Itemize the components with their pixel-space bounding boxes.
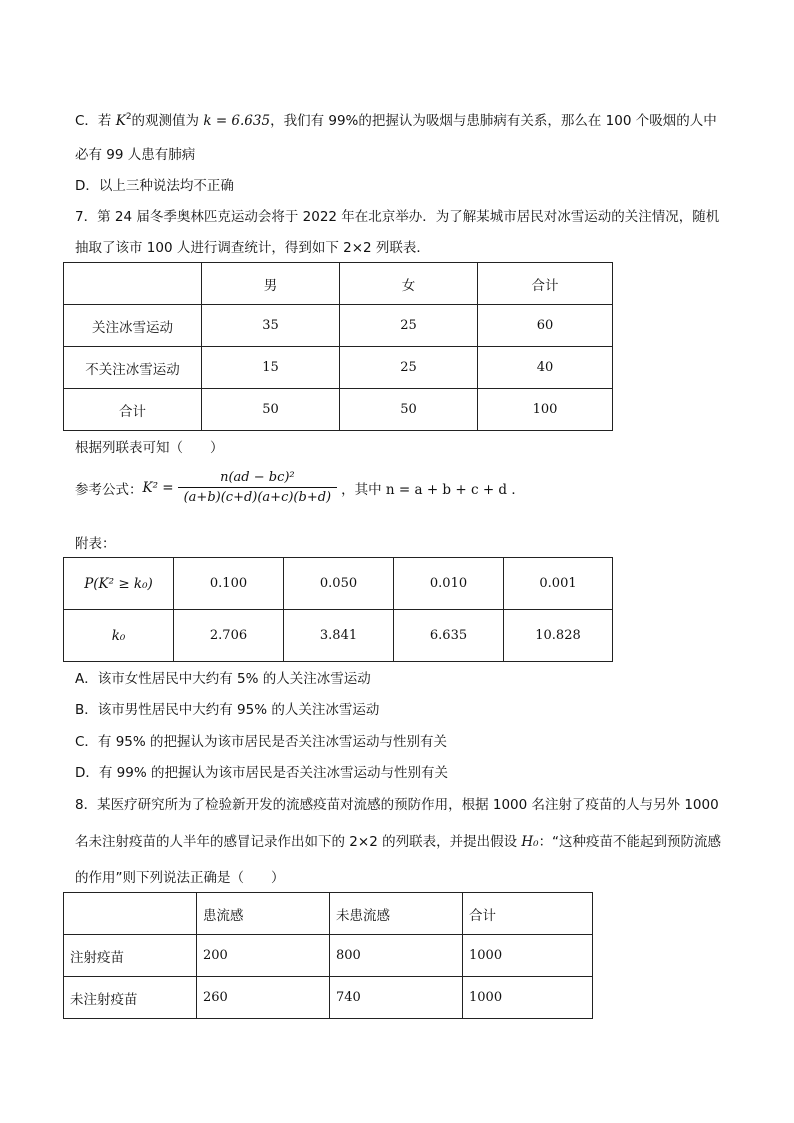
q8-line-3: 的作用”则下列说法正确是（ ） [75,870,285,886]
formula-lhs: K² = [142,479,174,496]
table-cell: 合计 [478,263,613,305]
option-c-rest: ，我们有 99%的把握认为吸烟与患肺病有关系，那么在 100 个吸烟的人中 [270,113,717,129]
q7-line-2: 抽取了该市 100 人进行调查统计，得到如下 2×2 列联表． [75,240,430,256]
option-c-line-1 [75,107,717,131]
q7-option-b: B．该市男性居民中大约有 95% 的人关注冰雪运动 [75,702,380,718]
option-c-line-2: 必有 99 人患有肺病 [75,147,196,163]
table-cell: 60 [478,305,613,347]
k-value: k = 6.635 [203,113,271,129]
table-cell: 合计 [64,389,202,431]
table-cell: 未注射疫苗 [64,977,197,1019]
table-cell: 女 [340,263,478,305]
formula-tail: ，其中 n = a + b + c + d ． [341,481,525,498]
table-cell: 关注冰雪运动 [64,305,202,347]
q8-line-2-tail: ：“这种疫苗不能起到预防流感 [538,834,722,850]
formula-label: 参考公式： [75,481,143,498]
q8-line-2 [75,832,721,852]
q8-line-1: 8．某医疗研究所为了检验新开发的流感疫苗对流感的预防作用，根据 1000 名注射了疫苗的人与另外 1000 [75,797,719,813]
table-cell: 患流感 [197,893,330,935]
option-c-prefix: C．若 [75,113,116,129]
table-row [64,389,613,431]
table-header-row [64,263,613,305]
formula-fraction [178,470,338,505]
table-cell: 740 [330,977,463,1019]
q8-contingency-table [63,892,593,1019]
table-cell [64,263,202,305]
table-cell: 0.001 [504,558,613,610]
table-cell: 25 [340,347,478,389]
table-row [64,977,593,1019]
table-cell: 100 [478,389,613,431]
table-row [64,610,613,662]
table-cell: 50 [340,389,478,431]
table-cell: 未患流感 [330,893,463,935]
q7-line-1: 7．第 24 届冬季奥林匹克运动会将于 2022 年在北京举办．为了解某城市居民对冰雪运动的关注情况，随机 [75,209,720,225]
table-cell: 10.828 [504,610,613,662]
table-cell: 2.706 [174,610,284,662]
table-cell: k₀ [64,610,174,662]
table-row [64,558,613,610]
table-cell: 6.635 [394,610,504,662]
reference-formula [75,470,525,505]
table-cell: P(K² ≥ k₀) [64,558,174,610]
formula-denominator: (a+b)(c+d)(a+c)(b+d) [178,487,338,505]
table-cell: 40 [478,347,613,389]
q8-line-2-text: 名未注射疫苗的人半年的感冒记录作出如下的 2×2 的列联表，并提出假设 [75,834,522,850]
option-c-mid: 的观测值为 [131,113,204,129]
table-cell: 不关注冰雪运动 [64,347,202,389]
table-cell: 1000 [463,977,593,1019]
table-cell: 0.050 [284,558,394,610]
table-cell: 0.010 [394,558,504,610]
table-cell: 0.100 [174,558,284,610]
table-cell: 3.841 [284,610,394,662]
table-cell: 15 [202,347,340,389]
appendix-table [63,557,613,662]
table-cell: 25 [340,305,478,347]
table-cell: 50 [202,389,340,431]
formula-numerator: n(ad − bc)² [220,470,295,485]
table-header-row [64,893,593,935]
table-cell: 260 [197,977,330,1019]
q7-option-a: A．该市女性居民中大约有 5% 的人关注冰雪运动 [75,671,371,687]
table-cell [64,893,197,935]
table-cell: 男 [202,263,340,305]
k-symbol: K [115,113,126,129]
q7-option-c: C．有 95% 的把握认为该市居民是否关注冰雪运动与性别有关 [75,734,448,750]
hypothesis-symbol: H₀ [521,834,539,850]
table-cell: 200 [197,935,330,977]
table-row [64,347,613,389]
table-cell: 35 [202,305,340,347]
q7-after-table: 根据列联表可知（ ） [75,440,224,456]
table-row [64,305,613,347]
table-cell: 合计 [463,893,593,935]
table-cell: 注射疫苗 [64,935,197,977]
table-cell: 800 [330,935,463,977]
table-cell: 1000 [463,935,593,977]
k-exponent: 2 [125,112,132,122]
table-row [64,935,593,977]
appendix-label: 附表： [75,536,116,552]
q7-option-d: D．有 99% 的把握认为该市居民是否关注冰雪运动与性别有关 [75,765,448,781]
option-d-prev: D．以上三种说法均不正确 [75,178,234,194]
q7-contingency-table [63,262,613,431]
